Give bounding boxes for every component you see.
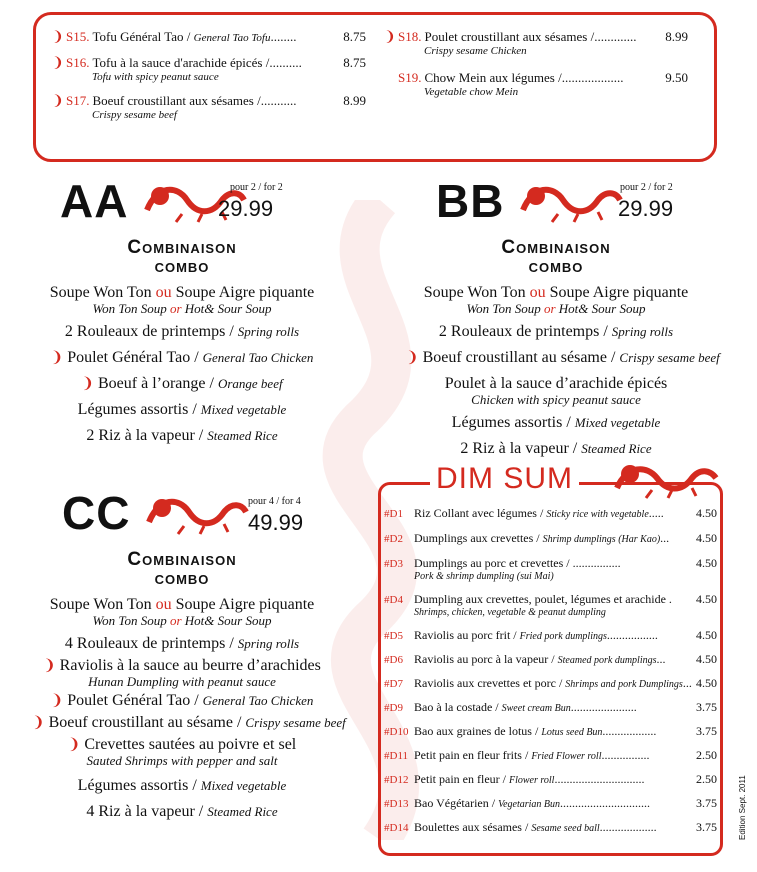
- item-english: Shrimp dumplings (Har Kao): [542, 534, 661, 545]
- item-price: 4.50: [696, 652, 717, 666]
- item-english: Tofu with spicy peanut sauce: [92, 71, 219, 83]
- dimsum-item: [384, 592, 717, 619]
- item-name: Raviolis au porc frit /: [414, 628, 520, 642]
- item-fr: Légumes assortis /: [451, 414, 575, 431]
- dragon-icon: [518, 180, 623, 224]
- item-code: S18.: [398, 29, 422, 44]
- item-en: Steamed Rice: [207, 428, 278, 443]
- dot-leader: ..............................: [560, 796, 651, 810]
- pepper-icon: ❩: [406, 350, 419, 366]
- dot-leader: ................: [572, 556, 621, 570]
- pepper-icon: ❩: [43, 658, 56, 674]
- item-code: #D10: [384, 726, 409, 738]
- pepper-icon: ❩: [32, 715, 45, 731]
- item-fr: Légumes assortis /: [77, 777, 201, 794]
- combo-item: [32, 375, 332, 393]
- item-name: Dumpling aux crevettes, poulet, légumes et arachide: [414, 592, 669, 606]
- pepper-icon: ❩: [52, 30, 64, 45]
- dot-leader: .....: [648, 506, 664, 520]
- dimsum-item: [384, 820, 717, 836]
- item-name: Petit pain en fleur /: [414, 772, 509, 786]
- item-name: Riz Collant avec légumes /: [414, 506, 547, 520]
- menu-item-s18: [384, 29, 688, 58]
- item-fr: 2 Riz à la vapeur /: [460, 440, 582, 457]
- item-price: 3.75: [696, 700, 717, 714]
- item-code: #D1: [384, 508, 403, 520]
- dot-leader: .: [668, 592, 672, 606]
- combo-price: 49.99: [248, 510, 304, 535]
- combo-item: [32, 692, 332, 710]
- item-english: Fried pork dumplings: [519, 631, 607, 642]
- item-code: S19.: [398, 70, 422, 85]
- item-en: Mixed vegetable: [574, 415, 661, 430]
- item-fr: 2 Riz à la vapeur /: [86, 427, 208, 444]
- item-code: #D9: [384, 702, 403, 714]
- dot-leader: ...........: [260, 93, 297, 108]
- item-en: Hunan Dumpling with peanut sauce: [88, 674, 276, 689]
- item-en-a: Won Ton Soup: [92, 301, 170, 316]
- pepper-icon: ❩: [50, 350, 64, 366]
- combo-item: [406, 440, 706, 458]
- combo-item: [32, 323, 332, 341]
- combo-item: [406, 349, 720, 367]
- combo-item: [32, 777, 332, 795]
- dot-leader: ..........: [269, 55, 302, 70]
- combo-item: [32, 427, 332, 445]
- item-english: Pork & shrimp dumpling (sui Mai): [414, 571, 554, 582]
- dot-leader: ...................: [561, 70, 624, 85]
- combo-letters: BB: [436, 175, 505, 227]
- combo-letters: CC: [62, 487, 131, 539]
- item-english: Sweet cream Bun: [501, 703, 571, 714]
- item-en: General Tao Chicken: [202, 693, 314, 708]
- item-name: Poulet croustillant aux sésames /: [424, 29, 595, 44]
- item-en-a: Won Ton Soup: [92, 613, 170, 628]
- combo-item: [406, 375, 706, 406]
- combo-item: [406, 414, 706, 432]
- item-name: Raviolis au porc à la vapeur /: [414, 652, 558, 666]
- item-or: or: [169, 613, 182, 628]
- combo-item-soup: [32, 284, 332, 315]
- item-english: Sesame seed ball: [531, 823, 600, 834]
- item-en-b: Hot& Sour Soup: [181, 613, 272, 628]
- dimsum-item: [384, 652, 717, 668]
- item-english: Crispy sesame beef: [92, 109, 177, 121]
- combo-cc: [32, 487, 346, 821]
- item-code: #D2: [384, 533, 403, 545]
- item-price: 4.50: [696, 556, 717, 570]
- item-fr: Légumes assortis /: [77, 401, 201, 418]
- item-name: Bao aux graines de lotus /: [414, 724, 542, 738]
- item-fr: Boeuf croustillant au sésame /: [422, 349, 620, 366]
- item-en: Orange beef: [217, 376, 283, 391]
- dragon-icon: [144, 492, 249, 536]
- dimsum-item: [384, 796, 717, 812]
- specials-left-column: [52, 29, 366, 131]
- item-ou: ou: [529, 284, 546, 301]
- item-code: #D3: [384, 558, 403, 570]
- item-code: #D12: [384, 774, 409, 786]
- item-fr: Poulet à la sauce d’arachide épicés: [444, 375, 668, 392]
- pepper-icon: ❩: [52, 94, 64, 109]
- dot-leader: ...: [660, 531, 670, 545]
- dimsum-item: [384, 531, 717, 547]
- pepper-icon: ❩: [81, 376, 94, 392]
- item-code: #D14: [384, 822, 409, 834]
- pepper-icon: ❩: [52, 56, 64, 71]
- item-english: Fried Flower roll: [531, 751, 602, 762]
- item-fr: Boeuf croustillant au sésame /: [48, 714, 246, 731]
- dot-leader: ........: [270, 29, 297, 44]
- item-name: Boeuf croustillant aux sésames /: [92, 93, 261, 108]
- pepper-icon: ❩: [384, 30, 396, 45]
- combo-bb: [406, 175, 720, 458]
- item-english: Sticky rice with vegetable: [546, 509, 649, 520]
- item-en: Mixed vegetable: [200, 402, 287, 417]
- item-english: Steamed pork dumplings: [557, 655, 657, 666]
- dot-leader: .............: [594, 29, 637, 44]
- combo-aa: [32, 175, 332, 445]
- item-english: General Tao Tofu: [193, 32, 271, 44]
- item-fr: Soupe Won Ton: [423, 284, 530, 301]
- item-fr2: Soupe Aigre piquante: [545, 284, 689, 301]
- item-name: Bao à la costade /: [414, 700, 502, 714]
- item-en: Chicken with spicy peanut sauce: [471, 392, 641, 407]
- dot-leader: ...: [656, 652, 666, 666]
- combo-serving: pour 2 / for 2: [620, 182, 673, 193]
- item-fr: Poulet Général Tao /: [67, 349, 203, 366]
- item-name: Tofu Général Tao /: [92, 29, 191, 44]
- combo-subtitle: combo: [528, 256, 584, 277]
- combo-item: [32, 349, 332, 367]
- item-fr: 4 Riz à la vapeur /: [86, 803, 208, 820]
- item-code: #D11: [384, 750, 409, 762]
- pepper-icon: ❩: [67, 737, 81, 753]
- item-en-b: Hot& Sour Soup: [555, 301, 646, 316]
- item-price: 8.75: [343, 55, 366, 70]
- dot-leader: .................: [606, 628, 658, 642]
- menu-item-s19: [398, 70, 688, 99]
- item-name: Petit pain en fleur frits /: [414, 748, 532, 762]
- item-english: Vegetarian Bun: [498, 799, 561, 810]
- combo-item: [32, 635, 332, 653]
- dimsum-item: [384, 748, 717, 764]
- item-english: Shrimps, chicken, vegetable & peanut dumpling: [414, 607, 606, 618]
- dot-leader: ...: [682, 676, 692, 690]
- combo-title: Combinaison: [501, 237, 611, 258]
- dimsum-item: [384, 506, 717, 522]
- item-price: 9.50: [665, 70, 688, 85]
- combo-item: [32, 657, 332, 688]
- item-fr: Soupe Won Ton: [49, 596, 156, 613]
- item-price: 3.75: [696, 796, 717, 810]
- combo-item: [32, 803, 332, 821]
- item-en-b: Hot& Sour Soup: [181, 301, 272, 316]
- menu-item-s16: [52, 55, 366, 84]
- combo-item-soup: [406, 284, 706, 315]
- pepper-icon: ❩: [50, 693, 64, 709]
- item-price: 8.99: [665, 29, 688, 44]
- item-en: Sauted Shrimps with pepper and salt: [86, 753, 278, 768]
- item-fr: Raviolis à la sauce au beurre d’arachides: [59, 657, 321, 674]
- item-name: Bao Végétarien /: [414, 796, 499, 810]
- dimsum-item: [384, 676, 717, 692]
- item-ou: ou: [155, 284, 172, 301]
- item-en: Crispy sesame beef: [619, 350, 720, 365]
- combo-title: Combinaison: [127, 237, 237, 258]
- dragon-icon: [612, 460, 720, 500]
- item-name: Dumplings aux crevettes /: [414, 531, 543, 545]
- item-or: or: [169, 301, 182, 316]
- item-price: 4.50: [696, 628, 717, 642]
- edition-note: Edition Sept. 2011: [738, 775, 747, 840]
- item-code: S16.: [66, 55, 90, 70]
- item-en-a: Won Ton Soup: [466, 301, 544, 316]
- item-fr: Poulet Général Tao /: [67, 692, 203, 709]
- item-code: S15.: [66, 29, 90, 44]
- item-price: 3.75: [696, 724, 717, 738]
- dimsum-item: [384, 556, 717, 583]
- combo-price: 29.99: [218, 196, 274, 221]
- item-fr: 2 Rouleaux de printemps /: [64, 323, 238, 340]
- dot-leader: ................: [601, 748, 650, 762]
- dot-leader: ..............................: [554, 772, 645, 786]
- combo-subtitle: combo: [154, 256, 210, 277]
- item-en: Steamed Rice: [581, 441, 652, 456]
- item-english: Crispy sesame Chicken: [424, 45, 527, 57]
- item-code: #D13: [384, 798, 409, 810]
- menu-item-s15: [52, 29, 366, 46]
- item-en: Steamed Rice: [207, 804, 278, 819]
- dimsum-item: [384, 700, 717, 716]
- menu-item-s17: [52, 93, 366, 122]
- item-name: Boulettes aux sésames /: [414, 820, 532, 834]
- item-code: #D6: [384, 654, 403, 666]
- combo-item: [406, 323, 706, 341]
- item-code: #D4: [384, 594, 403, 606]
- item-price: 4.50: [696, 531, 717, 545]
- item-fr: Soupe Won Ton: [49, 284, 156, 301]
- item-name: Raviolis aux crevettes et porc /: [414, 676, 566, 690]
- combo-item-soup: [32, 596, 332, 627]
- dot-leader: ......................: [570, 700, 637, 714]
- item-fr: 2 Rouleaux de printemps /: [438, 323, 612, 340]
- combo-title: Combinaison: [127, 549, 237, 570]
- item-fr2: Soupe Aigre piquante: [171, 596, 315, 613]
- dimsum-item: [384, 724, 717, 740]
- specials-right-column: [384, 29, 688, 108]
- item-name: Dumplings au porc et crevettes /: [414, 556, 573, 570]
- dimsum-list: [380, 506, 721, 846]
- combo-header: [32, 487, 332, 550]
- combo-subtitle: combo: [154, 568, 210, 589]
- item-ou: ou: [155, 596, 172, 613]
- combo-item: [32, 736, 332, 767]
- combo-letters: AA: [60, 175, 129, 227]
- item-english: Shrimps and pork Dumplings: [565, 679, 683, 690]
- item-price: 3.75: [696, 820, 717, 834]
- combo-serving: pour 4 / for 4: [248, 496, 301, 507]
- item-fr: 4 Rouleaux de printemps /: [64, 635, 238, 652]
- combo-serving: pour 2 / for 2: [230, 182, 283, 193]
- specials-box: [33, 12, 717, 162]
- item-price: 8.75: [343, 29, 366, 44]
- dot-leader: ..................: [602, 724, 657, 738]
- combo-item: [32, 401, 332, 419]
- item-en: Spring rolls: [611, 324, 674, 339]
- item-price: 2.50: [696, 748, 717, 762]
- dimsum-item: [384, 772, 717, 788]
- item-english: Lotus seed Bun: [541, 727, 603, 738]
- combo-header: [32, 175, 332, 238]
- item-fr2: Soupe Aigre piquante: [171, 284, 315, 301]
- item-code: #D7: [384, 678, 403, 690]
- dimsum-item: [384, 628, 717, 644]
- item-price: 4.50: [696, 592, 717, 606]
- item-en: Spring rolls: [237, 636, 300, 651]
- item-price: 4.50: [696, 676, 717, 690]
- item-name: Tofu à la sauce d'arachide épicés /: [92, 55, 270, 70]
- item-en: Crispy sesame beef: [245, 715, 346, 730]
- item-price: 4.50: [696, 506, 717, 520]
- item-fr: Boeuf à l’orange /: [98, 375, 218, 392]
- combo-item: [32, 714, 346, 732]
- item-name: Chow Mein aux légumes /: [424, 70, 562, 85]
- item-en: Spring rolls: [237, 324, 300, 339]
- item-or: or: [543, 301, 556, 316]
- item-price: 2.50: [696, 772, 717, 786]
- item-code: S17.: [66, 93, 90, 108]
- combo-header: [406, 175, 706, 238]
- item-code: #D5: [384, 630, 403, 642]
- item-price: 8.99: [343, 93, 366, 108]
- item-fr: Crevettes sautées au poivre et sel: [84, 736, 297, 753]
- dimsum-title: DIM SUM: [430, 462, 579, 496]
- combo-price: 29.99: [618, 196, 674, 221]
- item-en: General Tao Chicken: [202, 350, 314, 365]
- item-english: Vegetable chow Mein: [424, 86, 519, 98]
- dot-leader: ...................: [599, 820, 657, 834]
- item-en: Mixed vegetable: [200, 778, 287, 793]
- item-english: Flower roll: [508, 775, 555, 786]
